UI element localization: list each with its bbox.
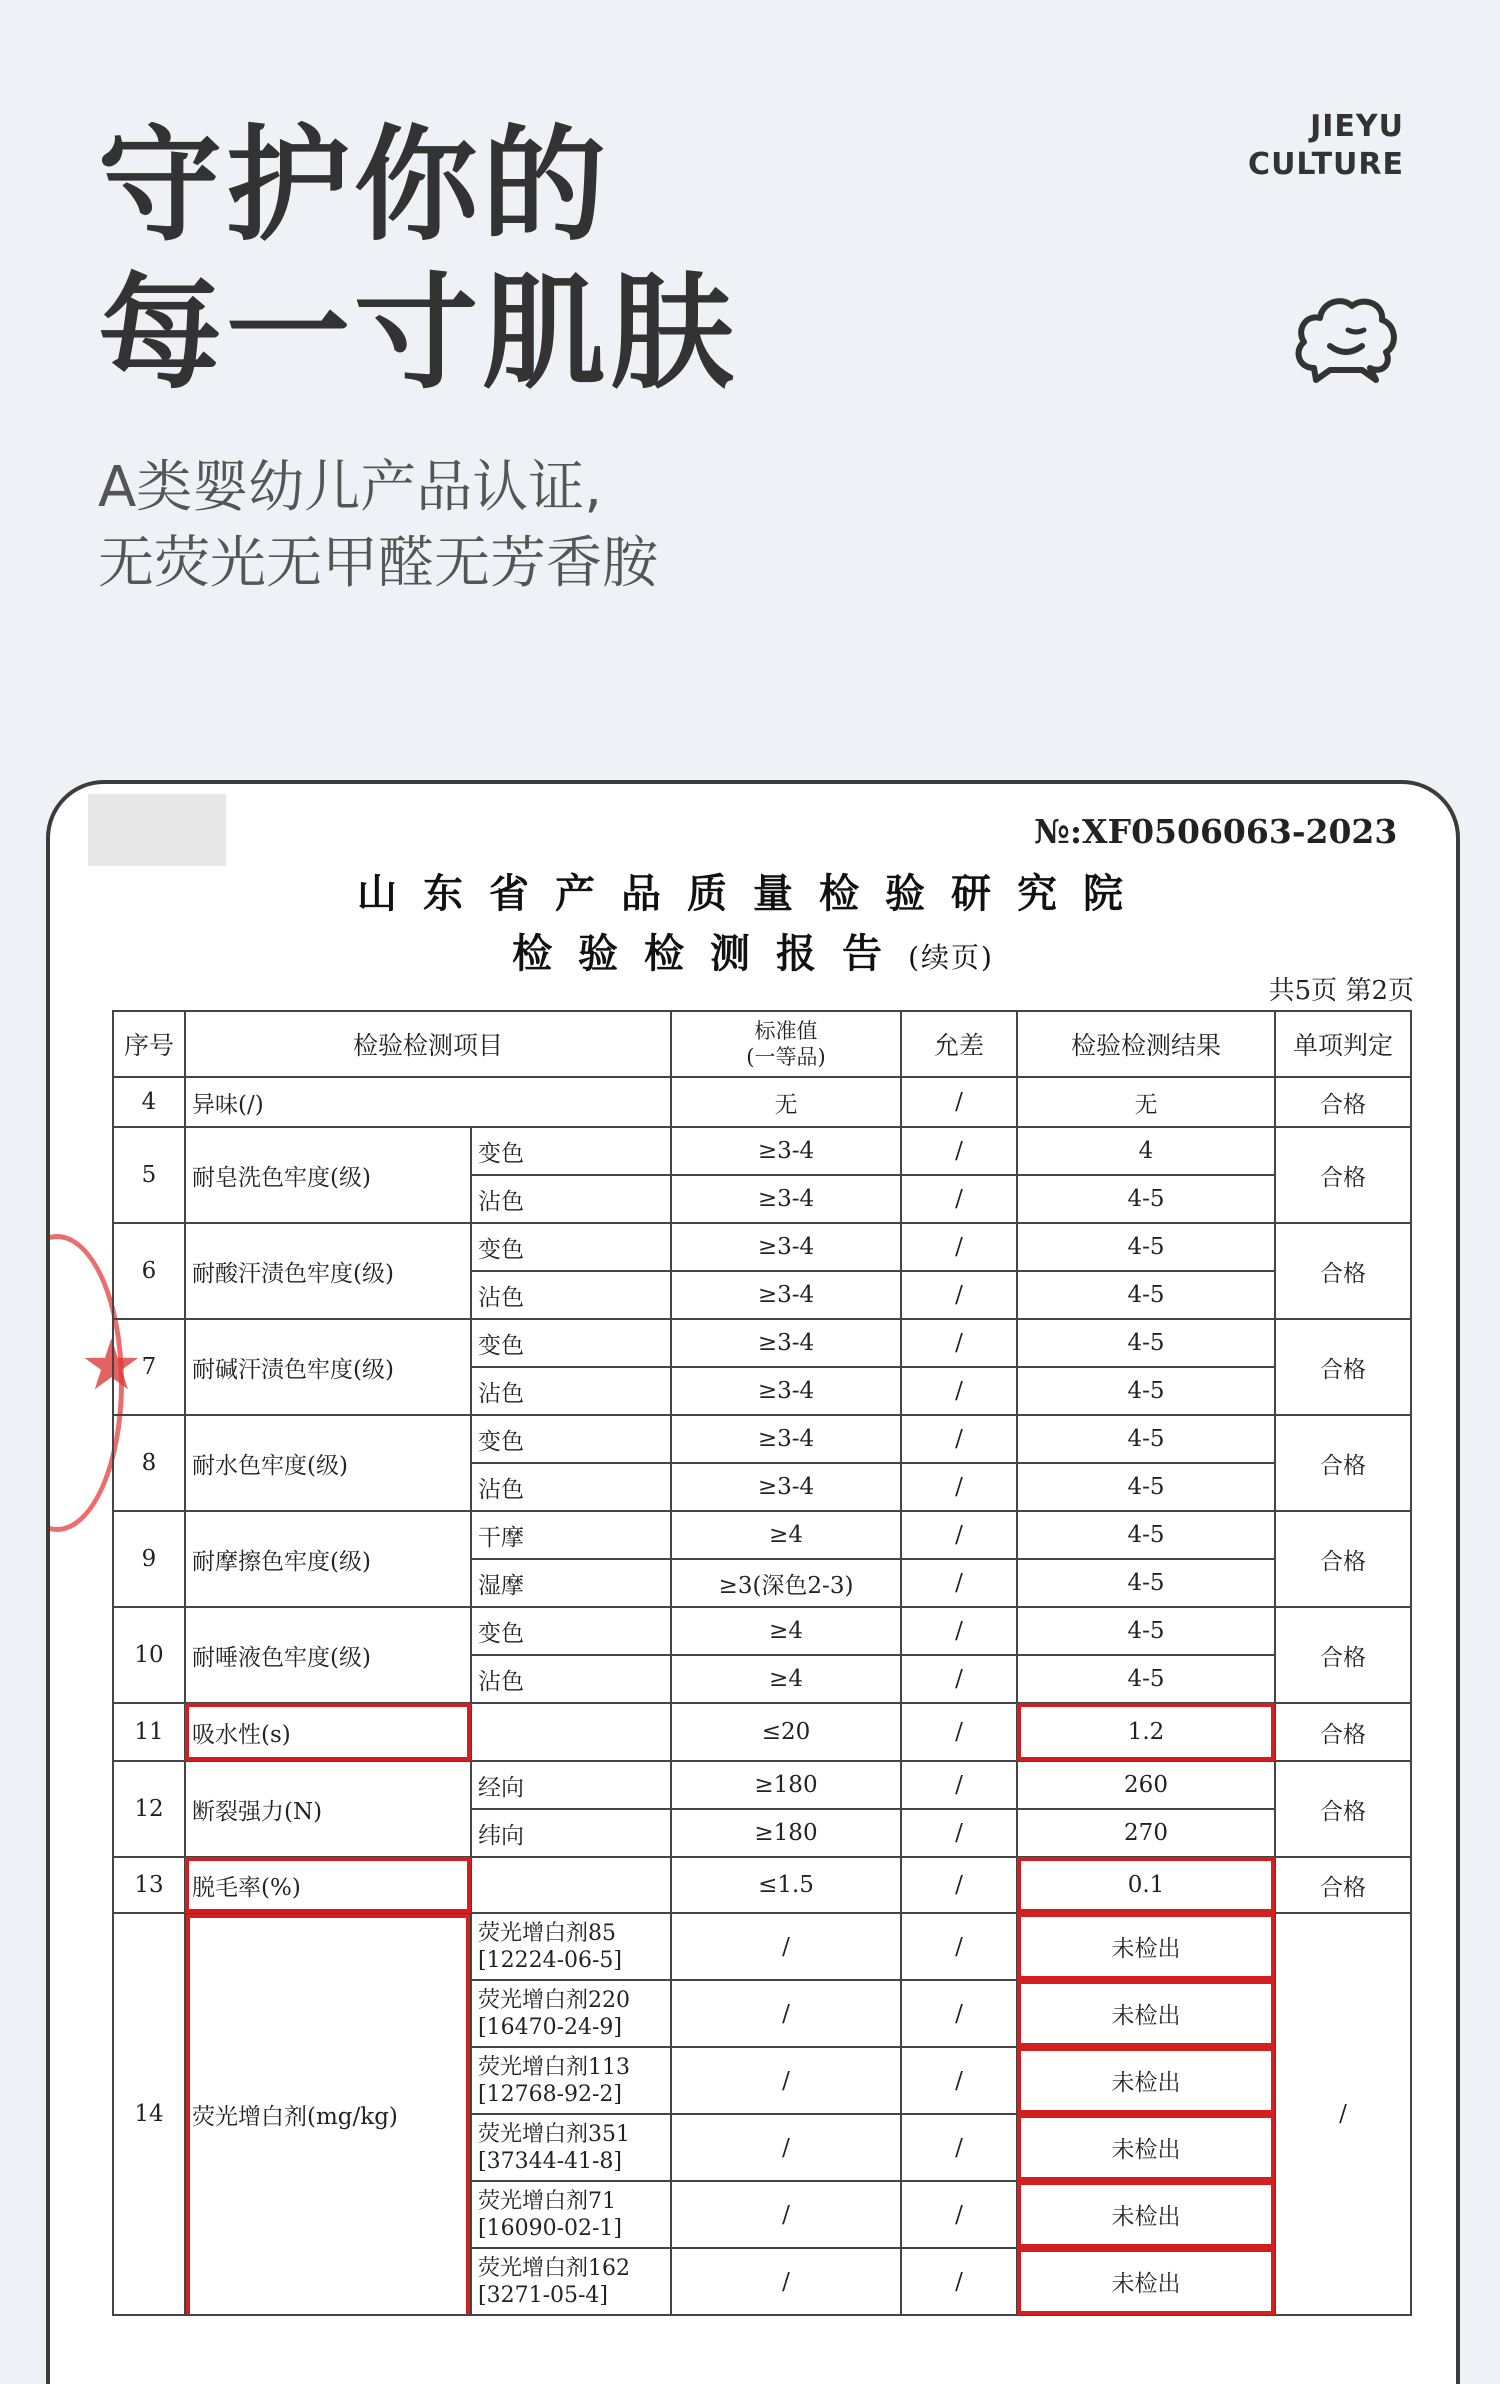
row-std: ≥3-4	[671, 1463, 901, 1511]
row-result: 4-5	[1017, 1559, 1275, 1607]
row-sub-item	[471, 2181, 671, 2248]
subtitle-line2: 无荧光无甲醛无芳香胺	[98, 531, 658, 596]
col-header-std	[671, 1011, 901, 1077]
row-std: /	[671, 2047, 901, 2114]
row-no: 6	[113, 1223, 185, 1319]
row-judge: 合格	[1275, 1857, 1411, 1913]
row-item: 耐碱汗渍色牢度(级)	[185, 1319, 471, 1415]
table-row	[113, 1077, 1411, 1127]
table-header-row	[113, 1011, 1411, 1077]
row-tol: /	[901, 2047, 1017, 2114]
row-judge: 合格	[1275, 1703, 1411, 1761]
report-card	[46, 780, 1460, 2384]
row-sub-item: 变色	[471, 1127, 671, 1175]
row-std: ≥4	[671, 1607, 901, 1655]
seal-star-icon: ★	[80, 1324, 143, 1406]
row-sub-item: 沾色	[471, 1367, 671, 1415]
row-judge: 合格	[1275, 1077, 1411, 1127]
row-result: 270	[1017, 1809, 1275, 1857]
row-result: 4-5	[1017, 1223, 1275, 1271]
row-result: 260	[1017, 1761, 1275, 1809]
row-tol: /	[901, 1809, 1017, 1857]
row-sub-item	[471, 2248, 671, 2315]
row-sub-item: 变色	[471, 1607, 671, 1655]
row-no: 10	[113, 1607, 185, 1703]
report-table	[112, 1010, 1412, 2316]
sub-item-cas: [12768-92-2]	[478, 2081, 623, 2107]
col-header-std-line2: (一等品)	[746, 1045, 826, 1069]
hero-title-line1: 守护你的	[98, 114, 611, 258]
sub-item-name: 荧光增白剂71	[478, 2188, 616, 2214]
row-no: 13	[113, 1857, 185, 1913]
row-std: ≤20	[671, 1703, 901, 1761]
row-result: 4-5	[1017, 1607, 1275, 1655]
brand-line2: CULTURE	[1248, 147, 1404, 182]
row-std: ≥3-4	[671, 1127, 901, 1175]
row-sub-item: 纬向	[471, 1809, 671, 1857]
row-result: 4-5	[1017, 1367, 1275, 1415]
table-row	[113, 1703, 1411, 1761]
row-result-highlighted: 未检出	[1017, 2248, 1275, 2315]
row-std: ≥180	[671, 1761, 901, 1809]
row-item-highlighted: 吸水性(s)	[185, 1703, 471, 1761]
row-sub-item: 湿摩	[471, 1559, 671, 1607]
row-judge: 合格	[1275, 1127, 1411, 1223]
row-sub-item: 沾色	[471, 1463, 671, 1511]
row-std: ≥3-4	[671, 1367, 901, 1415]
row-sub-item: 变色	[471, 1415, 671, 1463]
report-title	[50, 922, 1456, 979]
row-std: ≥3(深色2-3)	[671, 1559, 901, 1607]
row-judge: 合格	[1275, 1511, 1411, 1607]
row-result-highlighted: 未检出	[1017, 1980, 1275, 2047]
report-title-suffix: (续页)	[908, 941, 994, 974]
row-tol: /	[901, 1223, 1017, 1271]
row-judge: 合格	[1275, 1319, 1411, 1415]
row-result: 4-5	[1017, 1415, 1275, 1463]
table-row	[113, 1319, 1411, 1367]
row-no: 7	[113, 1319, 185, 1415]
row-item: 耐摩擦色牢度(级)	[185, 1511, 471, 1607]
row-no: 8	[113, 1415, 185, 1511]
row-result-highlighted: 未检出	[1017, 2047, 1275, 2114]
row-result: 4	[1017, 1127, 1275, 1175]
row-item: 耐酸汗渍色牢度(级)	[185, 1223, 471, 1319]
row-std: /	[671, 2114, 901, 2181]
table-row	[113, 1607, 1411, 1655]
row-sub-item-empty	[471, 1857, 671, 1913]
row-std: ≥3-4	[671, 1319, 901, 1367]
row-tol: /	[901, 1127, 1017, 1175]
row-sub-item: 变色	[471, 1223, 671, 1271]
table-row	[113, 1913, 1411, 1980]
row-no: 14	[113, 1913, 185, 2315]
row-std: ≥3-4	[671, 1175, 901, 1223]
row-tol: /	[901, 2114, 1017, 2181]
row-no: 5	[113, 1127, 185, 1223]
sub-item-name: 荧光增白剂162	[478, 2255, 630, 2281]
sub-item-name: 荧光增白剂113	[478, 2054, 630, 2080]
row-sub-item	[471, 1913, 671, 1980]
row-std: 无	[671, 1077, 901, 1127]
col-header-tol: 允差	[901, 1011, 1017, 1077]
row-no: 4	[113, 1077, 185, 1127]
row-sub-item	[471, 2047, 671, 2114]
row-std: /	[671, 2248, 901, 2315]
row-judge: 合格	[1275, 1761, 1411, 1857]
sub-item-cas: [12224-06-5]	[478, 1947, 623, 1973]
row-result: 4-5	[1017, 1655, 1275, 1703]
row-item: 耐皂洗色牢度(级)	[185, 1127, 471, 1223]
sub-item-cas: [16090-02-1]	[478, 2215, 623, 2241]
brand-line1: JIEYU	[1310, 109, 1404, 144]
row-sub-item: 沾色	[471, 1271, 671, 1319]
row-result: 4-5	[1017, 1319, 1275, 1367]
row-tol: /	[901, 1415, 1017, 1463]
sub-item-cas: [3271-05-4]	[478, 2282, 609, 2308]
redacted-logo	[88, 794, 226, 866]
row-tol: /	[901, 2181, 1017, 2248]
table-row	[113, 1511, 1411, 1559]
row-std: /	[671, 1980, 901, 2047]
row-result-highlighted: 未检出	[1017, 2181, 1275, 2248]
row-std: ≤1.5	[671, 1857, 901, 1913]
row-tol: /	[901, 1655, 1017, 1703]
row-tol: /	[901, 1367, 1017, 1415]
row-result: 无	[1017, 1077, 1275, 1127]
col-header-judge: 单项判定	[1275, 1011, 1411, 1077]
row-judge: 合格	[1275, 1223, 1411, 1319]
row-std: ≥180	[671, 1809, 901, 1857]
brand-logo-text	[1248, 108, 1404, 184]
row-judge: 合格	[1275, 1607, 1411, 1703]
row-no: 11	[113, 1703, 185, 1761]
row-sub-item: 变色	[471, 1319, 671, 1367]
row-result: 4-5	[1017, 1463, 1275, 1511]
row-tol: /	[901, 1559, 1017, 1607]
row-item-highlighted: 荧光增白剂(mg/kg)	[185, 1913, 471, 2315]
row-result-highlighted: 未检出	[1017, 2114, 1275, 2181]
report-number: №:XF0506063-2023	[1034, 812, 1398, 851]
row-std: ≥4	[671, 1655, 901, 1703]
row-tol: /	[901, 1761, 1017, 1809]
row-sub-item	[471, 2114, 671, 2181]
row-tol: /	[901, 1271, 1017, 1319]
sub-item-name: 荧光增白剂351	[478, 2121, 630, 2147]
row-sub-item: 沾色	[471, 1655, 671, 1703]
row-std: ≥3-4	[671, 1271, 901, 1319]
row-item-highlighted: 脱毛率(%)	[185, 1857, 471, 1913]
row-item: 耐水色牢度(级)	[185, 1415, 471, 1511]
sub-item-cas: [37344-41-8]	[478, 2148, 623, 2174]
row-result-highlighted: 0.1	[1017, 1857, 1275, 1913]
cloud-face-icon	[1290, 290, 1402, 386]
table-row	[113, 1127, 1411, 1175]
row-judge: /	[1275, 1913, 1411, 2315]
row-sub-item: 干摩	[471, 1511, 671, 1559]
col-header-result: 检验检测结果	[1017, 1011, 1275, 1077]
page-count: 共5页 第2页	[1268, 976, 1414, 1006]
sub-item-cas: [16470-24-9]	[478, 2014, 623, 2040]
row-sub-item	[471, 1980, 671, 2047]
row-std: ≥4	[671, 1511, 901, 1559]
row-no: 9	[113, 1511, 185, 1607]
subtitle-line1: A类婴幼儿产品认证,	[98, 455, 603, 520]
row-item: 耐唾液色牢度(级)	[185, 1607, 471, 1703]
row-tol: /	[901, 1703, 1017, 1761]
row-item: 异味(/)	[185, 1077, 671, 1127]
row-std: ≥3-4	[671, 1415, 901, 1463]
hero-title	[98, 112, 738, 408]
row-result-highlighted: 未检出	[1017, 1913, 1275, 1980]
row-tol: /	[901, 1077, 1017, 1127]
report-title-text: 检验检测报告	[512, 930, 909, 977]
institute-name: 山东省产品质量检验研究院	[357, 870, 1149, 917]
row-tol: /	[901, 2248, 1017, 2315]
row-result-highlighted: 1.2	[1017, 1703, 1275, 1761]
table-row	[113, 1857, 1411, 1913]
sub-item-name: 荧光增白剂85	[478, 1920, 616, 1946]
col-header-no: 序号	[113, 1011, 185, 1077]
row-result: 4-5	[1017, 1271, 1275, 1319]
col-header-item: 检验检测项目	[185, 1011, 671, 1077]
row-tol: /	[901, 1511, 1017, 1559]
row-tol: /	[901, 1980, 1017, 2047]
row-sub-item: 经向	[471, 1761, 671, 1809]
row-std: /	[671, 2181, 901, 2248]
table-row	[113, 1415, 1411, 1463]
row-sub-item-empty	[471, 1703, 671, 1761]
row-item: 断裂强力(N)	[185, 1761, 471, 1857]
table-row	[113, 1761, 1411, 1809]
row-tol: /	[901, 1463, 1017, 1511]
row-result: 4-5	[1017, 1511, 1275, 1559]
col-header-std-line1: 标准值	[754, 1019, 818, 1043]
row-tol: /	[901, 1175, 1017, 1223]
hero-title-line2: 每一寸肌肤	[98, 262, 739, 406]
table-row	[113, 1223, 1411, 1271]
sub-item-name: 荧光增白剂220	[478, 1987, 630, 2013]
row-judge: 合格	[1275, 1415, 1411, 1511]
row-sub-item: 沾色	[471, 1175, 671, 1223]
row-tol: /	[901, 1319, 1017, 1367]
row-std: /	[671, 1913, 901, 1980]
row-tol: /	[901, 1913, 1017, 1980]
row-no: 12	[113, 1761, 185, 1857]
subtitle	[98, 450, 658, 602]
row-std: ≥3-4	[671, 1223, 901, 1271]
row-tol: /	[901, 1607, 1017, 1655]
row-result: 4-5	[1017, 1175, 1275, 1223]
row-tol: /	[901, 1857, 1017, 1913]
